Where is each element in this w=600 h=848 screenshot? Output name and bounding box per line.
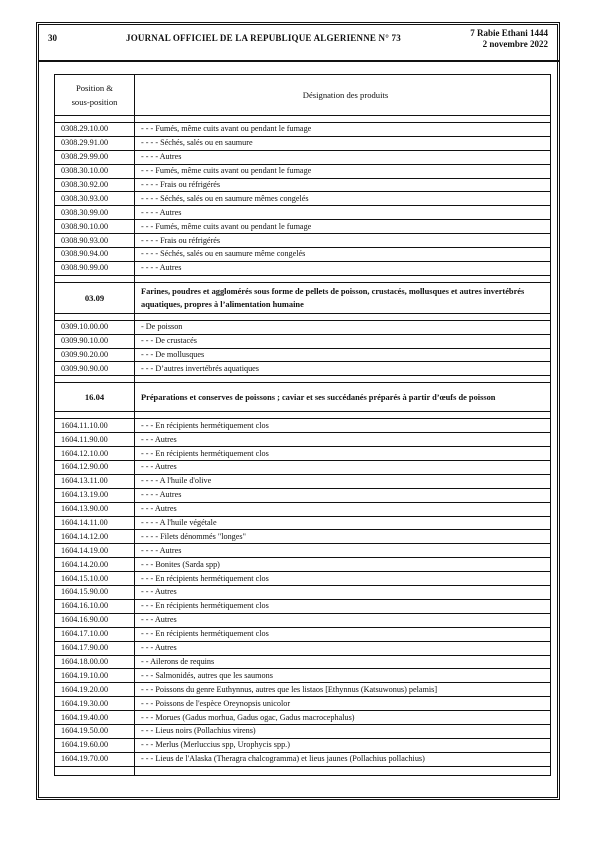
product-description: - - - Autres (135, 433, 551, 447)
tariff-code: 0308.29.10.00 (55, 123, 135, 137)
tariff-code: 1604.19.40.00 (55, 711, 135, 725)
section-heading-row (55, 383, 551, 412)
tariff-code: 1604.17.10.00 (55, 627, 135, 641)
table-row (55, 234, 551, 248)
table-row (55, 586, 551, 600)
table-row (55, 206, 551, 220)
spacer-row (55, 275, 551, 282)
tariff-code: 0308.90.93.00 (55, 234, 135, 248)
table-row (55, 362, 551, 376)
product-description: - - - - A l'huile végétale (135, 516, 551, 530)
product-description: - - - Lieus noirs (Pollachius virens) (135, 724, 551, 738)
tariff-code: 0308.29.91.00 (55, 136, 135, 150)
header-rule (38, 60, 560, 62)
product-description: - - - Morues (Gadus morhua, Gadus ogac, Gadus macrocephalus) (135, 711, 551, 725)
product-description: - - - De mollusques (135, 348, 551, 362)
table-row (55, 544, 551, 558)
table-row (55, 752, 551, 766)
tariff-code: 1604.19.10.00 (55, 669, 135, 683)
tariff-code: 0308.30.93.00 (55, 192, 135, 206)
tariff-code: 1604.16.90.00 (55, 613, 135, 627)
product-description: - - - Autres (135, 613, 551, 627)
tariff-code: 1604.14.20.00 (55, 558, 135, 572)
table-row (55, 738, 551, 752)
table-row (55, 669, 551, 683)
tariff-code: 1604.19.30.00 (55, 697, 135, 711)
product-description: - - - Bonites (Sarda spp) (135, 558, 551, 572)
tariff-code: 0308.30.10.00 (55, 164, 135, 178)
tariff-code: 1604.11.90.00 (55, 433, 135, 447)
table-row (55, 502, 551, 516)
product-description: - - - En récipients hermétiquement clos (135, 627, 551, 641)
section-heading-row (55, 282, 551, 313)
page-header (42, 28, 554, 56)
table-row (55, 488, 551, 502)
table-row (55, 433, 551, 447)
table-row (55, 447, 551, 461)
tariff-code: 1604.19.70.00 (55, 752, 135, 766)
tariff-code: 1604.12.10.00 (55, 447, 135, 461)
table-row (55, 136, 551, 150)
journal-title: JOURNAL OFFICIEL DE LA REPUBLIQUE ALGERIENNE N° 73 (126, 33, 401, 43)
table-row (55, 655, 551, 669)
product-description: - - - Lieus de l'Alaska (Theragra chalcogramma) et lieus jaunes (Pollachius pollachius) (135, 752, 551, 766)
tariff-code: 0309.90.20.00 (55, 348, 135, 362)
table-row (55, 627, 551, 641)
section-title: Farines, poudres et agglomérés sous forme de pellets de poisson, crustacés, mollusques et autres invertébrés aquatiques, propres à l’alimentation humaine (135, 282, 551, 313)
product-description: - - - Poissons du genre Euthynnus, autres que les listaos [Ethynnus (Katsuwonus) pelamis] (135, 683, 551, 697)
table-row (55, 461, 551, 475)
tariff-code: 0308.30.92.00 (55, 178, 135, 192)
tariff-code: 1604.19.60.00 (55, 738, 135, 752)
date-hijri: 7 Rabie Ethani 1444 (470, 28, 548, 38)
tariff-code: 0309.90.10.00 (55, 334, 135, 348)
issue-date (470, 28, 548, 50)
tariff-code: 1604.17.90.00 (55, 641, 135, 655)
product-description: - De poisson (135, 320, 551, 334)
product-description: - - - Merlus (Merluccius spp, Urophycis spp.) (135, 738, 551, 752)
col-header-position: Position & sous-position (55, 75, 135, 116)
product-description: - - - - Autres (135, 488, 551, 502)
tariff-code: 1604.14.12.00 (55, 530, 135, 544)
tariff-code: 1604.16.10.00 (55, 599, 135, 613)
table-row (55, 697, 551, 711)
table-body (55, 116, 551, 776)
table-row (55, 164, 551, 178)
table-row (55, 334, 551, 348)
product-description: - - - Fumés, même cuits avant ou pendant le fumage (135, 220, 551, 234)
table-row (55, 572, 551, 586)
table-row (55, 558, 551, 572)
table-row (55, 192, 551, 206)
table-row (55, 711, 551, 725)
table-row (55, 530, 551, 544)
product-description: - - - - Séchés, salés ou en saumure même congelés (135, 248, 551, 262)
tariff-code: 1604.14.19.00 (55, 544, 135, 558)
spacer-row (55, 412, 551, 419)
product-description: - - - En récipients hermétiquement clos (135, 447, 551, 461)
col-header-designation: Désignation des produits (135, 75, 551, 116)
table-row (55, 150, 551, 164)
product-description: - - - - Autres (135, 206, 551, 220)
product-description: - - - Salmonidés, autres que les saumons (135, 669, 551, 683)
table-row (55, 178, 551, 192)
table-row (55, 724, 551, 738)
page-number: 30 (48, 33, 57, 43)
section-title: Préparations et conserves de poissons ; caviar et ses succédanés préparés à partir d’œufs de poisson (135, 383, 551, 412)
product-description: - - - Autres (135, 502, 551, 516)
table-row (55, 613, 551, 627)
tariff-code: 1604.13.19.00 (55, 488, 135, 502)
table-row (55, 248, 551, 262)
product-description: - - - - Autres (135, 150, 551, 164)
table-row (55, 320, 551, 334)
table-end-row (55, 766, 551, 775)
table-row (55, 516, 551, 530)
table-row (55, 641, 551, 655)
product-description: - - - - Autres (135, 544, 551, 558)
spacer-row (55, 313, 551, 320)
table-row (55, 348, 551, 362)
product-description: - - - En récipients hermétiquement clos (135, 419, 551, 433)
product-description: - - Ailerons de requins (135, 655, 551, 669)
table-row (55, 123, 551, 137)
product-description: - - - D’autres invertébrés aquatiques (135, 362, 551, 376)
product-description: - - - - Filets dénommés "longes" (135, 530, 551, 544)
table-row (55, 599, 551, 613)
section-code: 16.04 (55, 383, 135, 412)
tariff-code: 0309.10.00.00 (55, 320, 135, 334)
tariff-code: 0308.90.99.00 (55, 261, 135, 275)
table-row (55, 683, 551, 697)
product-description: - - - - Frais ou réfrigérés (135, 178, 551, 192)
product-description: - - - - Autres (135, 261, 551, 275)
tariff-code: 1604.19.20.00 (55, 683, 135, 697)
product-description: - - - - Séchés, salés ou en saumure (135, 136, 551, 150)
product-description: - - - Autres (135, 641, 551, 655)
tariff-code: 1604.12.90.00 (55, 461, 135, 475)
tariff-code: 0308.90.94.00 (55, 248, 135, 262)
product-description: - - - Poissons de l'espèce Oreynopsis unicolor (135, 697, 551, 711)
spacer-row (55, 376, 551, 383)
spacer-row (55, 116, 551, 123)
product-description: - - - En récipients hermétiquement clos (135, 599, 551, 613)
table-row (55, 419, 551, 433)
product-description: - - - Autres (135, 461, 551, 475)
tariff-code: 0308.29.99.00 (55, 150, 135, 164)
table-row (55, 474, 551, 488)
product-description: - - - Autres (135, 586, 551, 600)
tariff-table (54, 74, 551, 776)
product-description: - - - En récipients hermétiquement clos (135, 572, 551, 586)
table-row (55, 261, 551, 275)
tariff-code: 1604.15.90.00 (55, 586, 135, 600)
product-description: - - - - Séchés, salés ou en saumure mêmes congelés (135, 192, 551, 206)
tariff-code: 1604.14.11.00 (55, 516, 135, 530)
tariff-code: 1604.11.10.00 (55, 419, 135, 433)
product-description: - - - Fumés, même cuits avant ou pendant le fumage (135, 123, 551, 137)
product-description: - - - - A l'huile d'olive (135, 474, 551, 488)
product-description: - - - De crustacés (135, 334, 551, 348)
section-code: 03.09 (55, 282, 135, 313)
table-header-row (55, 75, 551, 116)
product-description: - - - - Frais ou réfrigérés (135, 234, 551, 248)
tariff-code: 0308.90.10.00 (55, 220, 135, 234)
product-description: - - - Fumés, même cuits avant ou pendant le fumage (135, 164, 551, 178)
tariff-code: 1604.13.11.00 (55, 474, 135, 488)
table-row (55, 220, 551, 234)
tariff-code: 0309.90.90.00 (55, 362, 135, 376)
tariff-code: 1604.15.10.00 (55, 572, 135, 586)
tariff-code: 0308.30.99.00 (55, 206, 135, 220)
date-gregorian: 2 novembre 2022 (482, 39, 548, 49)
tariff-code: 1604.19.50.00 (55, 724, 135, 738)
tariff-code: 1604.18.00.00 (55, 655, 135, 669)
tariff-code: 1604.13.90.00 (55, 502, 135, 516)
